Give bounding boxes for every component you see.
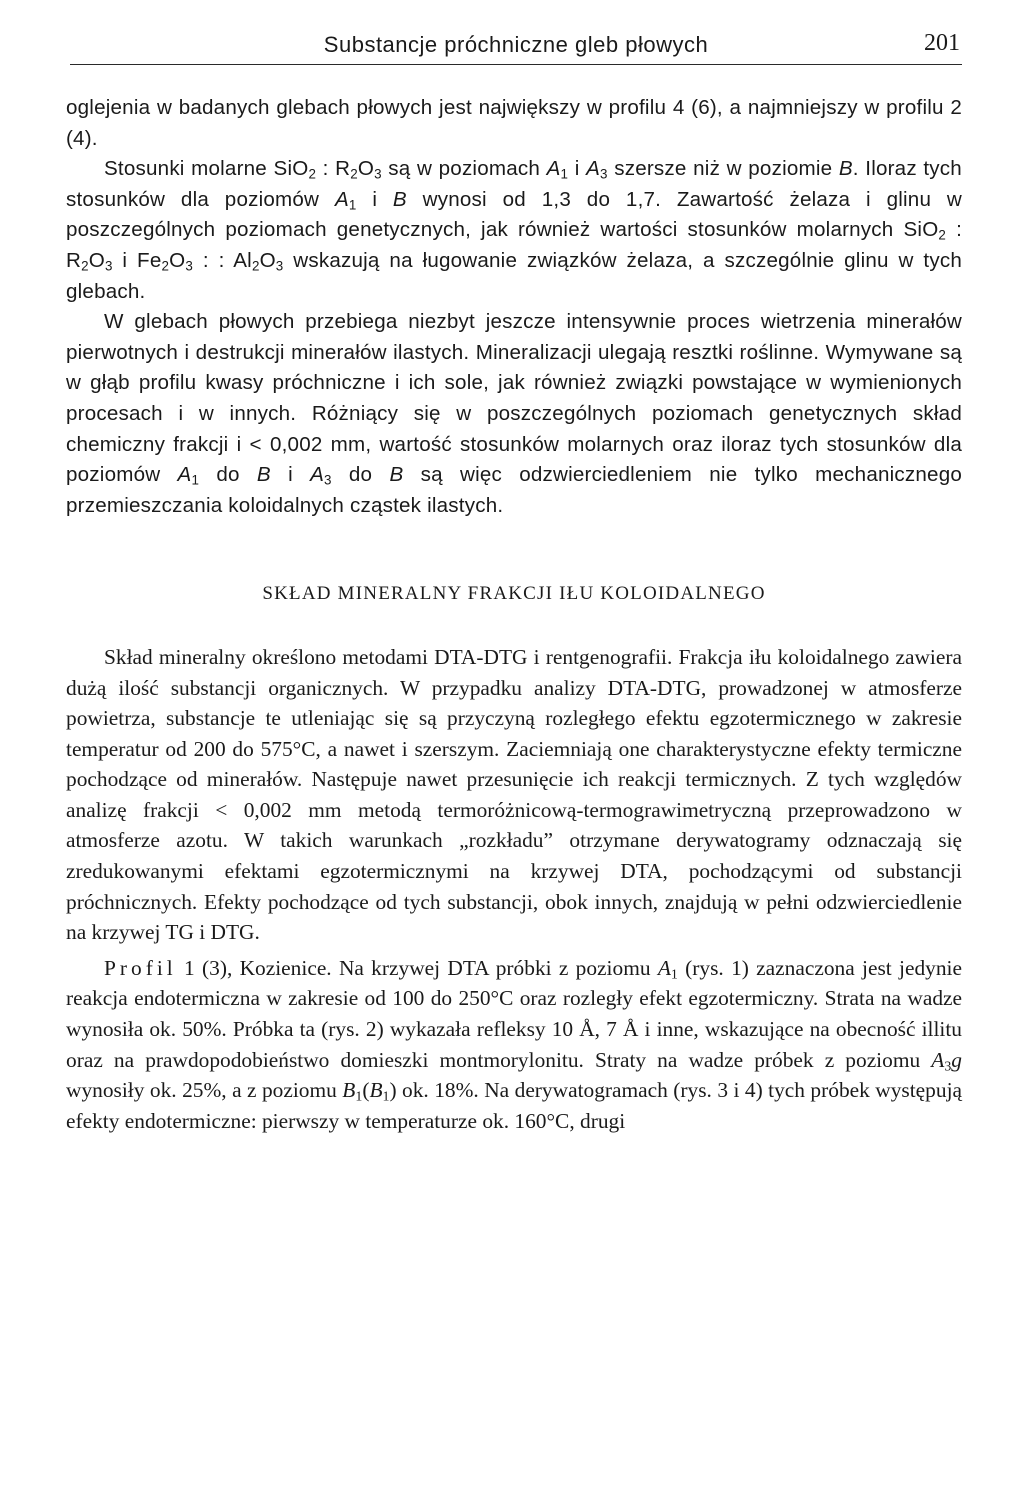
paragraph-5: Profil 1 (3), Kozienice. Na krzywej DTA próbki z poziomu $A_1$ (rys. 1) zaznaczona jest jedynie reakcja endotermiczna w zakresie od 100 do 250°C oraz rozległy efekt egzotermiczny. Strata na wadze wynosiła ok. 50%. Próbka ta (rys. 2) wykazała refleksy 10 Å, 7 Å i inne, wskazujące na obecność illitu oraz na prawdopodobieństwo domieszki montmorylonitu. Straty na wadze próbek z poziomu $A_3g$ wynosiły ok. 25%, a z poziomu $B_1(B_1)$ ok. 18%. Na derywatogramach (rys. 3 i 4) tych próbek występują efekty endotermiczne: pierwszy w temperaturze ok. 160°C, drugi [66,955,963,1133]
paragraph-3: W glebach płowych przebiega niezbyt jeszcze intensywnie proces wietrzenia minerałów pierwotnych i destrukcji minerałów ilastych. Mineralizacji ulegają resztki roślinne. Wymywane są w głąb profilu kwasy próchniczne i ich sole, jak również związki powstające w wymienionych procesach i w innych. Różniący się w poszczególnych poziomach genetycznych skład chemiczny frakcji i < 0,002 mm, wartość stosunków molarnych oraz iloraz tych stosunków dla poziomów $A_1$ do B i $A_3$ do B są więc odzwierciedleniem nie tylko mechanicznego przemieszczania koloidalnych cząstek ilastych. [66,310,963,517]
paragraph-4: Skład mineralny określono metodami DTA-DTG i rentgenografii. Frakcja iłu koloidalnego zawiera dużą ilość substancji organicznych. W przypadku analizy DTA-DTG, prowadzonej w atmosferze powietrza, substancje te utleniając się są przyczyną rozległego efektu egzotermicznego w zakresie temperatur od 200 do 575°C, a nawet i szerszym. Zaciemniają one charakterystyczne efekty termiczne pochodzące od minerałów. Następuje nawet przesunięcie ich reakcji termicznych. Z tych względów analizę frakcji < 0,002 mm metodą termoróżnicową-termograwimetryczną przeprowadzono w atmosferze azotu. W takich warunkach „rozkładu” otrzymane derywatogramy odznaczają się zredukowanymi efektami egzotermicznymi na krzywej DTA, pochodzącymi od substancji próchnicznych. Efekty pochodzące od tych substancji, obok innych, znajdują w pełni odzwierciedlenie na krzywej TG i DTG. [66,644,962,945]
running-title: Substancje próchniczne gleb płowych [323,32,709,57]
section-heading: SKŁAD MINERALNY FRAKCJI IŁU KOLOIDALNEGO [262,583,766,605]
running-header [70,30,962,65]
body-text [66,93,962,1136]
paragraph-2: Stosunki molarne SiO$_2$ : $R_2O_3$ są w poziomach $A_1$ i $A_3$ szersze niż w poziomie B. Iloraz tych stosunków dla poziomów $A_1$ i B wynosi od 1,3 do 1,7. Zawartość żelaza i glinu w poszczególnych poziomach genetycznych, jak również wartości stosunków molarnych SiO$_2$ : $R_2O_3$ i $Fe_2O_3$ : : $Al_2O_3$ wskazują na ługowanie związków żelaza, a szczególnie glinu w tych glebach. [66,157,963,303]
paragraph-1: oglejenia w badanych glebach płowych jest największy w profilu 4 (6), a najmniejszy w profilu 2 (4). [66,96,962,150]
page-number: 201 [924,30,960,56]
